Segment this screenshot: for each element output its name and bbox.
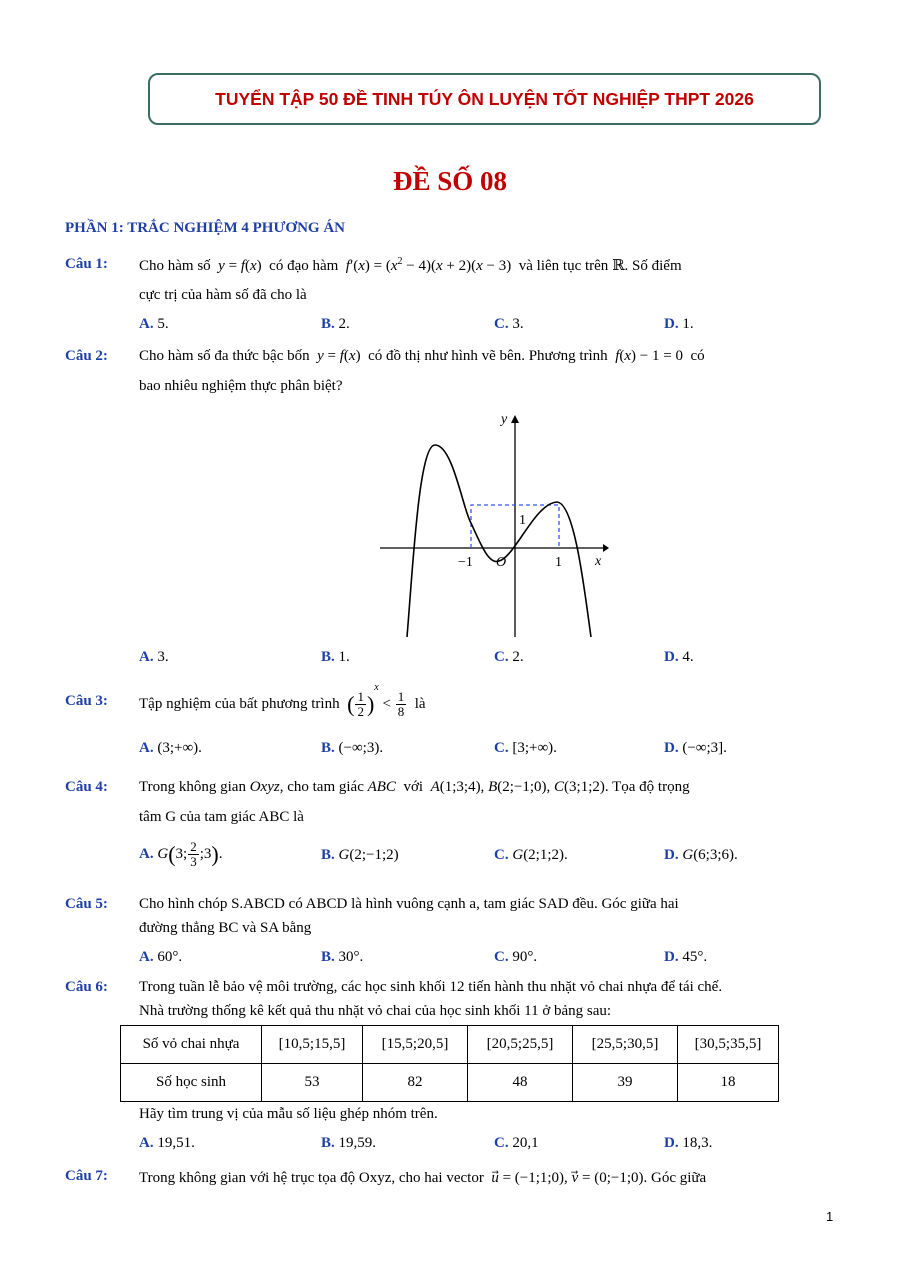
question-1-label: Câu 1: [65,256,108,272]
q6-option-c[interactable]: C. 20,1 [494,1135,539,1151]
q2-option-b[interactable]: B. 1. [321,649,350,665]
x-axis-label: x [595,554,602,569]
page-number: 1 [826,1209,834,1224]
q6-option-b[interactable]: B. 19,59. [321,1135,377,1151]
q3-option-b[interactable]: B. (−∞;3). [321,740,384,756]
question-2-line-1: Cho hàm số đa thức bậc bốn y = f(x) có đồ thị như hình vẽ bên. Phương trình f(x) − 1 = 0 có [139,348,705,364]
question-1-line-1: Cho hàm số y = f(x) có đạo hàm $f'(x) = (x^2 - 4)(x + 2)(x - 3)$ và liên tục trên ℝ. Số điểm [139,256,682,274]
exam-title: ĐỀ SỐ 08 [392,166,508,196]
origin-label: O [496,555,507,570]
question-3-label: Câu 3: [65,693,108,709]
x-1-label: 1 [555,555,562,570]
question-6-line-2: Nhà trường thống kê kết quả thu nhặt vỏ chai của học sinh khối 11 ở bảng sau: [139,1003,612,1019]
q2-option-a[interactable]: A. 3. [139,649,169,665]
table-cell: [10,5;15,5] [262,1026,363,1064]
function-graph [375,405,610,640]
q1-option-a[interactable]: A. 5. [139,316,169,332]
question-5-label: Câu 5: [65,896,108,912]
table-cell: [30,5;35,5] [678,1026,779,1064]
curve [407,445,591,637]
question-6-line-1: Trong tuần lễ bảo vệ môi trường, các học sinh khối 12 tiến hành thu nhặt vỏ chai nhựa để tái chế. [139,979,723,995]
question-4-line-1: Trong không gian Oxyz, cho tam giác ABC với A(1;3;4), B(2;−1;0), C(3;1;2). Tọa độ trọng [139,779,690,795]
q5-option-c[interactable]: C. 90°. [494,949,538,965]
question-5-line-1: Cho hình chóp S.ABCD có ABCD là hình vuông cạnh a, tam giác SAD đều. Góc giữa hai [139,896,679,912]
question-1-line-2: cực trị của hàm số đã cho là [139,287,307,303]
table-cell: 48 [468,1064,573,1102]
q3-option-d[interactable]: D. (−∞;3]. [664,740,727,756]
q4-option-c[interactable]: C. G(2;1;2). [494,847,568,863]
q4-option-b[interactable]: B. G(2;−1;2) [321,847,399,863]
question-4-label: Câu 4: [65,779,108,795]
header-banner: TUYỂN TẬP 50 ĐỀ TINH TÚY ÔN LUYỆN TỐT NGHIỆP THPT 2026 [148,73,821,125]
question-3-line-1: Tập nghiệm của bất phương trình ( $\frac{1}{2}$ )$^x$ < $\frac{1}{8}$ là [139,682,426,720]
data-table [120,1025,779,1102]
q6-option-d[interactable]: D. 18,3. [664,1135,713,1151]
q5-option-d[interactable]: D. 45°. [664,949,708,965]
q4-option-a[interactable]: A. G(3; $\frac{2}{3}$ ;3). [139,839,223,870]
q1-option-c[interactable]: C. 3. [494,316,524,332]
y-axis-arrow-icon [511,415,519,423]
table-row [121,1026,779,1064]
table-cell: Số vỏ chai nhựa [121,1026,262,1064]
q5-option-b[interactable]: B. 30°. [321,949,364,965]
question-6-line-3: Hãy tìm trung vị của mẫu số liệu ghép nhóm trên. [139,1106,438,1122]
table-cell: 82 [363,1064,468,1102]
q2-option-d[interactable]: D. 4. [664,649,694,665]
table-row [121,1064,779,1102]
table-cell: [20,5;25,5] [468,1026,573,1064]
q1-option-b[interactable]: B. 2. [321,316,350,332]
question-6-label: Câu 6: [65,979,108,995]
table-cell: 53 [262,1064,363,1102]
table-cell: 18 [678,1064,779,1102]
question-2-line-2: bao nhiêu nghiệm thực phân biệt? [139,378,343,394]
question-4-line-2: tâm G của tam giác ABC là [139,809,304,825]
q1-option-d[interactable]: D. 1. [664,316,694,332]
q2-option-c[interactable]: C. 2. [494,649,524,665]
q5-option-a[interactable]: A. 60°. [139,949,183,965]
table-cell: [25,5;30,5] [573,1026,678,1064]
table-cell: 39 [573,1064,678,1102]
x-axis-arrow-icon [603,544,609,552]
q3-option-c[interactable]: C. [3;+∞). [494,740,557,756]
table-cell: [15,5;20,5] [363,1026,468,1064]
q4-option-d[interactable]: D. G(6;3;6). [664,847,738,863]
question-7-label: Câu 7: [65,1168,108,1184]
part-title: PHẦN 1: TRẮC NGHIỆM 4 PHƯƠNG ÁN [65,220,345,236]
q6-option-a[interactable]: A. 19,51. [139,1135,195,1151]
question-7-line-1: Trong không gian với hệ trục tọa độ Oxyz, cho hai vector u⃗ = (−1;1;0), v⃗ = (0;−1;0). Góc giữa [139,1170,707,1186]
y-1-label: 1 [519,513,526,528]
question-2-label: Câu 2: [65,348,108,364]
x-neg1-label: −1 [458,555,473,570]
question-5-line-2: đường thẳng BC và SA bằng [139,920,312,936]
y-axis-label: y [501,412,508,427]
q3-option-a[interactable]: A. (3;+∞). [139,740,202,756]
table-cell: Số học sinh [121,1064,262,1102]
